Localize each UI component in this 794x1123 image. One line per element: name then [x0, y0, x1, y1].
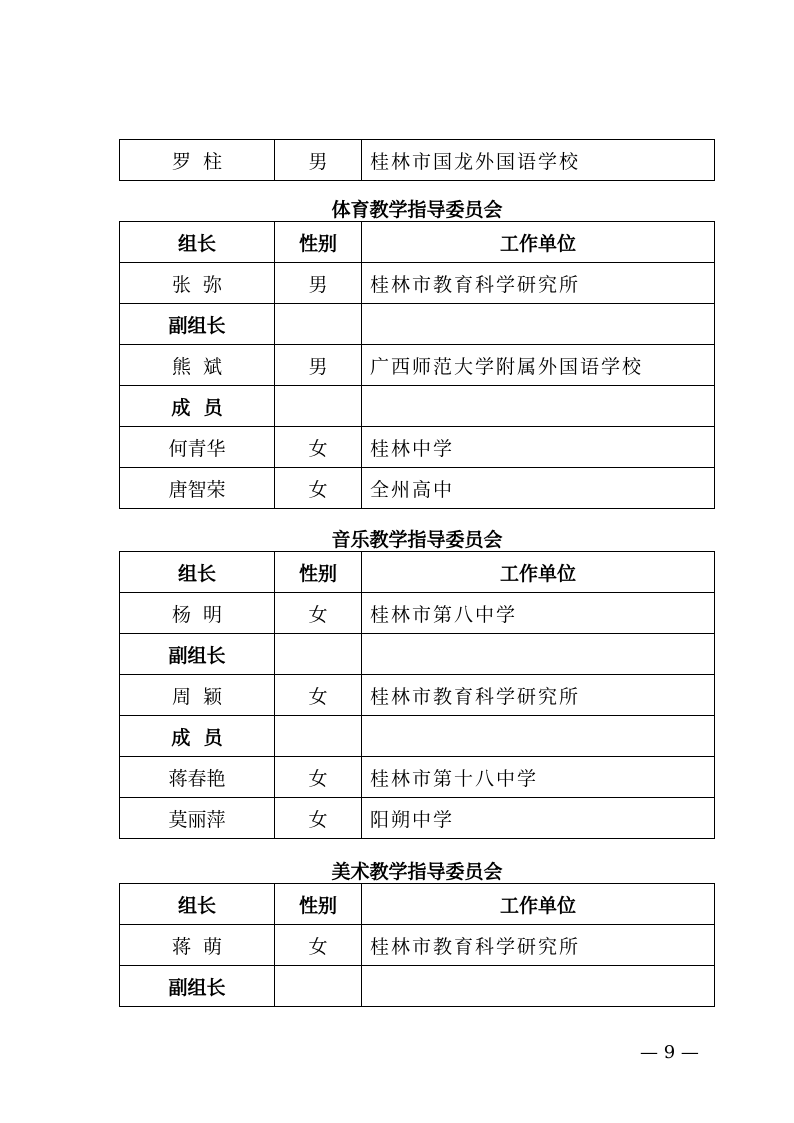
empty-cell [362, 634, 715, 675]
table-header-row [120, 884, 715, 925]
header-gender: 性别 [275, 552, 362, 593]
table-row [120, 593, 715, 634]
member-name: 杨 明 [120, 593, 275, 634]
table-header-row [120, 222, 715, 263]
table-row [120, 757, 715, 798]
table-row [120, 263, 715, 304]
member-gender: 女 [275, 468, 362, 509]
header-unit: 工作单位 [362, 552, 715, 593]
committee-table-pe [119, 221, 715, 509]
member-name: 罗 柱 [120, 140, 275, 181]
table-row [120, 675, 715, 716]
section-title: 美术教学指导委员会 [331, 861, 503, 883]
member-gender: 女 [275, 757, 362, 798]
section-title: 体育教学指导委员会 [331, 199, 503, 221]
table-row [120, 966, 715, 1007]
member-name: 唐智荣 [120, 468, 275, 509]
role-label: 副组长 [120, 304, 275, 345]
table-row [120, 468, 715, 509]
empty-cell [275, 634, 362, 675]
table-row [120, 386, 715, 427]
header-unit: 工作单位 [362, 222, 715, 263]
header-gender: 性别 [275, 884, 362, 925]
role-label: 成 员 [120, 386, 275, 427]
empty-cell [275, 304, 362, 345]
member-unit: 桂林市国龙外国语学校 [362, 140, 715, 181]
member-name: 周 颖 [120, 675, 275, 716]
committee-table-art [119, 883, 715, 1007]
member-name: 莫丽萍 [120, 798, 275, 839]
member-gender: 女 [275, 593, 362, 634]
member-name: 蒋 萌 [120, 925, 275, 966]
member-gender: 男 [275, 345, 362, 386]
member-unit: 桂林市第十八中学 [362, 757, 715, 798]
empty-cell [275, 386, 362, 427]
section-title: 音乐教学指导委员会 [331, 529, 503, 551]
table-row [120, 716, 715, 757]
member-gender: 女 [275, 427, 362, 468]
role-label: 副组长 [120, 634, 275, 675]
member-gender: 男 [275, 140, 362, 181]
member-gender: 女 [275, 798, 362, 839]
table-row [120, 345, 715, 386]
page-number: — 9 — [640, 1042, 699, 1063]
table-row [120, 427, 715, 468]
empty-cell [275, 966, 362, 1007]
member-name: 张 弥 [120, 263, 275, 304]
empty-cell [362, 386, 715, 427]
member-name: 蒋春艳 [120, 757, 275, 798]
member-gender: 女 [275, 925, 362, 966]
header-unit: 工作单位 [362, 884, 715, 925]
committee-table-music [119, 551, 715, 839]
empty-cell [362, 304, 715, 345]
member-unit: 桂林中学 [362, 427, 715, 468]
header-leader: 组长 [120, 552, 275, 593]
header-leader: 组长 [120, 222, 275, 263]
role-label: 副组长 [120, 966, 275, 1007]
member-unit: 桂林市教育科学研究所 [362, 925, 715, 966]
member-unit: 阳朔中学 [362, 798, 715, 839]
continuation-table [119, 139, 715, 181]
table-row [120, 140, 715, 181]
table-row [120, 925, 715, 966]
table-row [120, 634, 715, 675]
table-row [120, 798, 715, 839]
empty-cell [362, 966, 715, 1007]
role-label: 成 员 [120, 716, 275, 757]
member-gender: 女 [275, 675, 362, 716]
table-row [120, 304, 715, 345]
header-leader: 组长 [120, 884, 275, 925]
member-name: 何青华 [120, 427, 275, 468]
member-unit: 广西师范大学附属外国语学校 [362, 345, 715, 386]
empty-cell [275, 716, 362, 757]
member-gender: 男 [275, 263, 362, 304]
empty-cell [362, 716, 715, 757]
member-name: 熊 斌 [120, 345, 275, 386]
member-unit: 桂林市第八中学 [362, 593, 715, 634]
header-gender: 性别 [275, 222, 362, 263]
table-header-row [120, 552, 715, 593]
member-unit: 桂林市教育科学研究所 [362, 263, 715, 304]
member-unit: 桂林市教育科学研究所 [362, 675, 715, 716]
member-unit: 全州高中 [362, 468, 715, 509]
